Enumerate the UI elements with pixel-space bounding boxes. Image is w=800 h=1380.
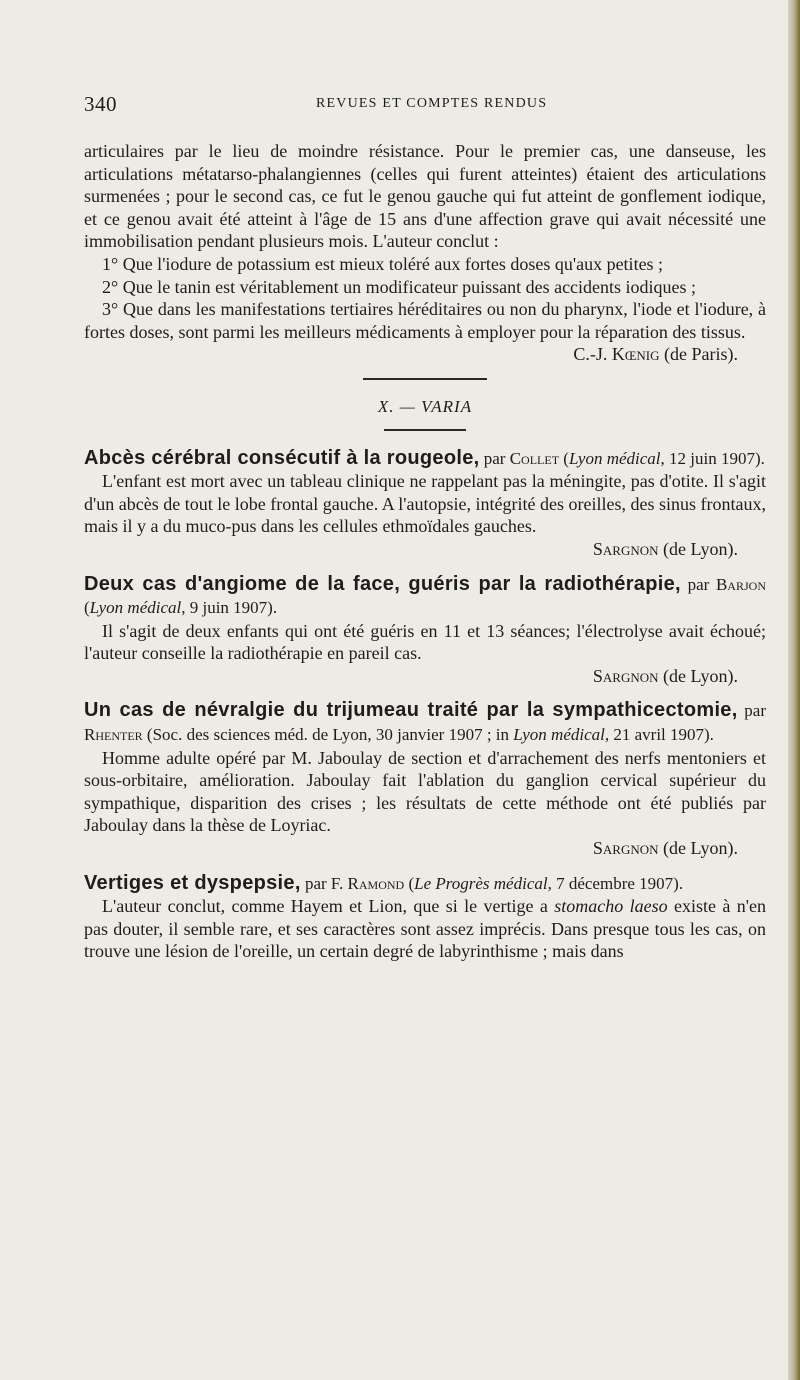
article-1	[84, 447, 766, 561]
article-text: Il s'agit de deux enfants qui ont été guéris en 11 et 13 séances; l'électrolyse avait échoué; l'auteur conseille la radiothérapie en pareil cas.	[84, 620, 766, 664]
article-3	[84, 699, 766, 859]
article-2	[84, 573, 766, 688]
page-number: 340	[84, 92, 117, 116]
running-head: REVUES ET COMPTES RENDUS	[316, 96, 548, 111]
article-author: Ramond	[347, 873, 405, 893]
article-heading: Vertiges et dyspepsie, par F. Ramond (Le Progrès médical, 7 décembre 1907).	[84, 871, 684, 894]
article-text: Homme adulte opéré par M. Jaboulay de section et d'arrachement des nerfs mentoniers et sous-orbitaire, amélioration. Jaboulay fait l'ablation du ganglion cervical supérieur du sympathique, disparition des crises ; les résultats de cette méthode ont été publiés par Jaboulay dans la thèse de Loyriac.	[84, 747, 766, 836]
article-text: L'enfant est mort avec un tableau clinique ne rappelant pas la méningite, pas d'otite. Il s'agit d'un abcès de tout le lobe frontal gauche. A l'autopsie, intégrité des oreilles, des sinus frontaux, mais il y a du muco-pus dans les cellules ethmoïdales gauches.	[84, 471, 766, 537]
article-reviewer: Sargnon (de Lyon).	[592, 665, 738, 686]
article-title: Un cas de névralgie du trijumeau traité par la sympathicectomie,	[84, 699, 738, 722]
page-body	[84, 140, 766, 963]
article-author: Rhenter	[84, 725, 143, 745]
section-divider	[363, 378, 487, 380]
article-journal: Lyon médical	[89, 598, 182, 618]
article-title: Deux cas d'angiome de la face, guéris par la radiothérapie,	[84, 572, 681, 595]
article-journal: Lyon médical	[513, 725, 605, 745]
article-reviewer: Sargnon (de Lyon).	[592, 538, 738, 559]
article-title: Vertiges et dyspepsie,	[84, 871, 301, 894]
page-edge	[788, 0, 800, 1380]
article-heading: Un cas de névralgie du trijumeau traité par la sympathicectomie, par Rhenter (Soc. des sciences méd. de Lyon, 30 janvier 1907 ; in Lyon médical, 21 avril 1907).	[84, 699, 766, 745]
latin-phrase: stomacho laeso	[554, 896, 668, 917]
article-journal: Lyon médical	[568, 448, 661, 468]
intro-signature	[84, 343, 766, 366]
conclusion-3: 3° Que dans les manifestations tertiaires héréditaires ou non du pharynx, l'iode et l'iodure, à fortes doses, sont parmi les meilleurs médicaments à employer pour la réparation des tissus.	[84, 299, 766, 342]
conclusion-1: 1° Que l'iodure de potassium est mieux toléré aux fortes doses qu'aux petites ;	[102, 253, 664, 274]
article-author: Collet	[509, 448, 560, 468]
article-author: Barjon	[715, 574, 766, 594]
conclusion-2: 2° Que le tanin est véritablement un modificateur puissant des accidents iodiques ;	[102, 276, 697, 297]
signature-name: C.-J. Kœnig	[573, 344, 660, 365]
article-heading: Abcès cérébral consécutif à la rougeole, par Collet (Lyon médical, 12 juin 1907).	[84, 446, 765, 469]
article-reviewer: Sargnon (de Lyon).	[592, 838, 738, 859]
article-journal: Le Progrès médical	[414, 873, 548, 893]
page-header	[84, 92, 764, 116]
section-title-underline	[384, 429, 466, 431]
article-title: Abcès cérébral consécutif à la rougeole,	[84, 446, 480, 469]
article-4	[84, 872, 766, 963]
section-title: X. — VARIA	[377, 396, 473, 416]
signature-place: (de Paris).	[659, 344, 738, 365]
article-heading: Deux cas d'angiome de la face, guéris par la radiothérapie, par Barjon (Lyon médical, 9 juin 1907).	[84, 572, 766, 618]
intro-paragraph: articulaires par le lieu de moindre résistance. Pour le premier cas, une danseuse, les articulations métatarso-phalangiennes (celles qui furent atteintes) étaient des articulations surmenées ; pour le second cas, ce fut le genou gauche qui fut atteint de gonflement iodique, et ce genou avait été atteint à l'âge de 15 ans d'une affection grave qui avait nécessité une immobilisation pendant plusieurs mois. L'auteur conclut :	[84, 141, 766, 252]
article-text: L'auteur conclut, comme Hayem et Lion, que si le vertige a stomacho laeso existe à n'en pas douter, il semble rare, et ses caractères sont assez imprécis. Dans presque tous les cas, on trouve une lésion de l'oreille, un certain degré de labyrinthisme ; mais dans	[84, 896, 766, 962]
